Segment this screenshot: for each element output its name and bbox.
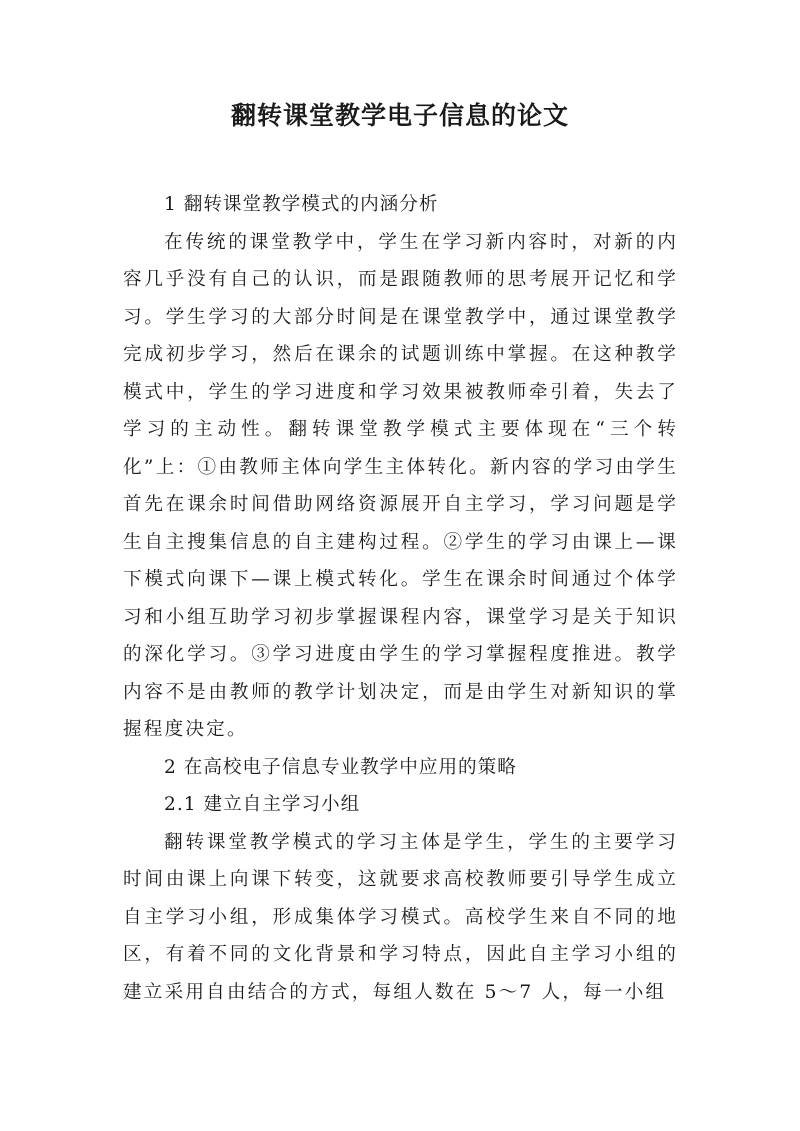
- body-paragraph-2: 翻转课堂教学模式的学习主体是学生，学生的主要学习时间由课上向课下转变，这就要求高校教师要引导学生成立自主学习小组，形成集体学习模式。高校学生来自不同的地区，有着不同的文化背景和学习特点，因此自主学习小组的建立采用自由结合的方式，每组人数在 5～7 人，每一小组: [123, 831, 678, 1003]
- subsection-heading-2-1: 2.1 建立自主学习小组: [164, 794, 361, 815]
- section-heading-1: 1 翻转课堂教学模式的内涵分析: [164, 194, 439, 215]
- document-title: 翻转课堂教学电子信息的论文: [230, 101, 569, 130]
- section-heading-2: 2 在高校电子信息专业教学中应用的策略: [164, 756, 517, 778]
- body-paragraph-1: 在传统的课堂教学中，学生在学习新内容时，对新的内容几乎没有自己的认识，而是跟随教师的思考展开记忆和学习。学生学习的大部分时间是在课堂教学中，通过课堂教学完成初步学习，然后在课余的试题训练中掌握。在这种教学模式中，学生的学习进度和学习效果被教师牵引着，失去了学习的主动性。翻转课堂教学模式主要体现在“三个转化”上：①由教师主体向学生主体转化。新内容的学习由学生首先在课余时间借助网络资源展开自主学习，学习问题是学生自主搜集信息的自主建构过程。②学生的学习由课上—课下模式向课下—课上模式转化。学生在课余时间通过个体学习和小组互助学习初步掌握课程内容，课堂学习是关于知识的深化学习。③学习进度由学生的学习掌握程度推进。教学内容不是由教师的教学计划决定，而是由学生对新知识的掌握程度决定。: [123, 231, 678, 740]
- document-body: [123, 186, 678, 1011]
